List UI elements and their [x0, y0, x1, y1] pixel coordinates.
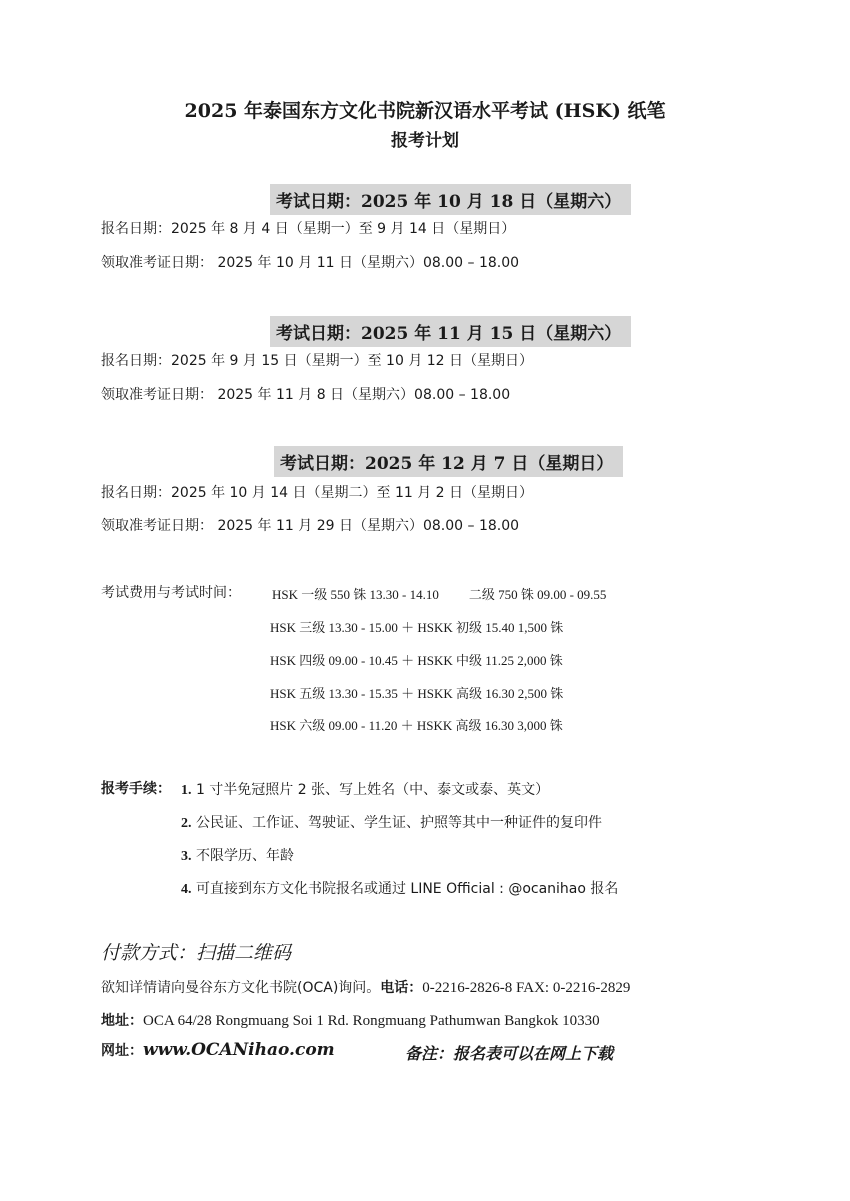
fee-row-1: [272, 584, 606, 603]
fees-label: 考试费用与考试时间：: [101, 585, 241, 601]
fee-row-1-extra: 二级 750 铢 09.00 - 09.55: [468, 587, 607, 602]
requirement-text-2: 公民证、工作证、驾驶证、学生证、护照等其中一种证件的复印件: [195, 815, 602, 831]
requirement-item-3: [181, 845, 294, 865]
contact-info-prefix: 欲知详情请向曼谷东方文化书院(OCA)询问。: [101, 980, 381, 996]
registration-dates-1: 报名日期：2025 年 8 月 4 日（星期一）至 9 月 14 日（星期日）: [101, 221, 516, 237]
fee-row-2: HSK 三级 13.30 - 15.00 ＋ HSKK 初级 15.40 1,500 铢: [270, 620, 564, 635]
download-note: 备注：报名表可以在网上下载: [405, 1044, 614, 1063]
website-key: 网址：: [101, 1043, 143, 1059]
fee-row-4: HSK 五级 13.30 - 15.35 ＋ HSKK 高级 16.30 2,500 铢: [270, 686, 564, 701]
requirement-text-1: 1 寸半免冠照片 2 张、写上姓名（中、泰文或泰、英文）: [195, 782, 550, 798]
exam-date-heading-2: 考试日期：2025 年 11 月 15 日（星期六）: [270, 316, 631, 347]
requirement-text-4: 可直接到东方文化书院报名或通过 LINE Official : @ocanihao 报名: [195, 881, 619, 897]
requirement-number-1: 1.: [181, 783, 192, 798]
requirement-number-2: 2.: [181, 816, 192, 831]
admission-ticket-date-3: 领取准考证日期： 2025 年 11 月 29 日（星期六）08.00 – 18.00: [101, 518, 520, 534]
requirement-item-4: [181, 878, 618, 898]
website-line: [101, 1040, 335, 1060]
admission-ticket-date-1: 领取准考证日期： 2025 年 10 月 11 日（星期六）08.00 – 18.00: [101, 255, 520, 271]
fee-row-1-text: HSK 一级 550 铢 13.30 - 14.10: [272, 587, 439, 602]
requirements-label: 报考手续：: [101, 781, 171, 797]
fee-row-5: HSK 六级 09.00 - 11.20 ＋ HSKK 高级 16.30 3,000 铢: [270, 718, 563, 733]
phone-value: 0-2216-2826-8 FAX: 0-2216-2829: [422, 980, 631, 996]
admission-ticket-date-2: 领取准考证日期： 2025 年 11 月 8 日（星期六）08.00 – 18.00: [101, 387, 511, 403]
requirement-item-1: [181, 779, 549, 799]
document-title: 2025 年泰国东方文化书院新汉语水平考试 (HSK) 纸笔: [184, 100, 666, 122]
payment-method: 付款方式：扫描二维码: [101, 942, 292, 964]
address-key: 地址：: [101, 1013, 143, 1029]
fee-row-3: HSK 四级 09.00 - 10.45 ＋ HSKK 中级 11.25 2,000 铢: [270, 653, 563, 668]
registration-dates-2: 报名日期：2025 年 9 月 15 日（星期一）至 10 月 12 日（星期日）: [101, 353, 534, 369]
requirement-number-3: 3.: [181, 849, 192, 864]
requirement-number-4: 4.: [181, 882, 192, 897]
address-line: [101, 1010, 600, 1030]
registration-dates-3: 报名日期：2025 年 10 月 14 日（星期二）至 11 月 2 日（星期日）: [101, 485, 534, 501]
website-link[interactable]: www.OCANihao.com: [143, 1040, 335, 1060]
exam-date-heading-1: 考试日期：2025 年 10 月 18 日（星期六）: [270, 184, 631, 215]
phone-key: 电话：: [380, 980, 423, 996]
contact-info-line: [101, 977, 630, 997]
requirement-text-3: 不限学历、年龄: [195, 848, 294, 864]
exam-date-heading-3: 考试日期：2025 年 12 月 7 日（星期日）: [274, 446, 623, 477]
address-value: OCA 64/28 Rongmuang Soi 1 Rd. Rongmuang Pathumwan Bangkok 10330: [143, 1013, 600, 1029]
document-subtitle: 报考计划: [391, 131, 459, 151]
requirement-item-2: [181, 812, 602, 832]
